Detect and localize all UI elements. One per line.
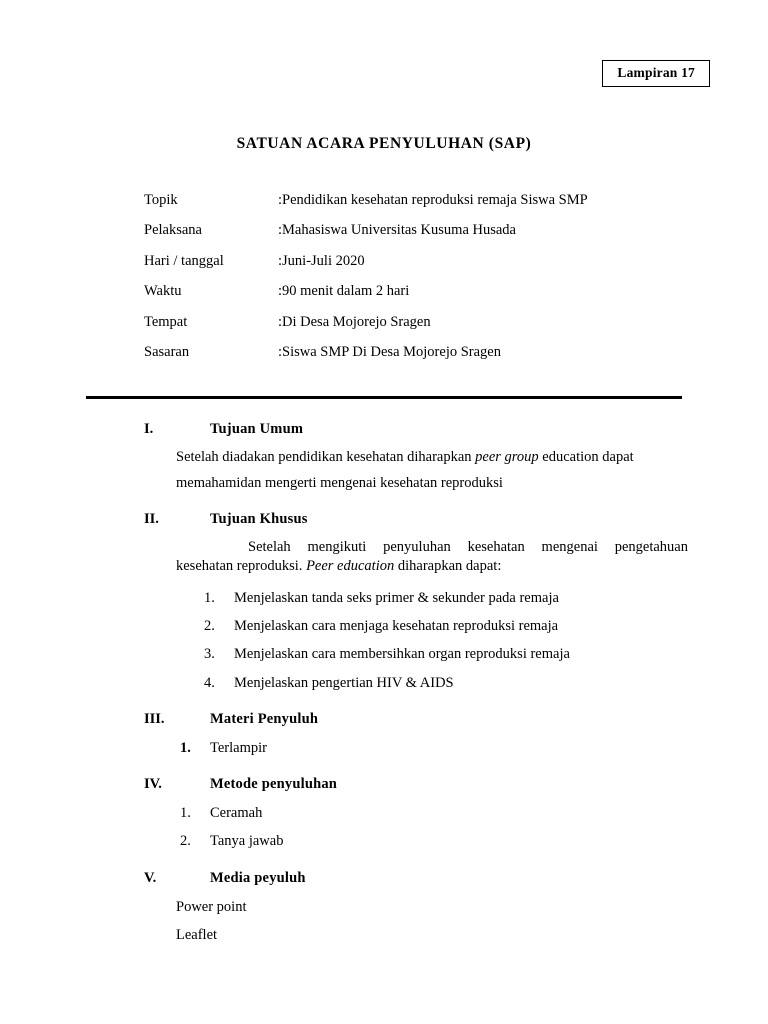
section-metode-penyuluhan (58, 776, 710, 856)
section-title: Tujuan Khusus (210, 511, 308, 528)
list-item (180, 827, 710, 855)
section-heading (144, 870, 710, 887)
section-materi-penyuluh (58, 711, 710, 762)
list-item-label: Menjelaskan cara menjaga kesehatan reproduksi remaja (234, 618, 559, 635)
meta-value: :Mahasiswa Universitas Kusuma Husada (278, 222, 516, 238)
section-number: I. (144, 420, 154, 437)
paragraph-text: Setelah mengikuti penyuluhan kesehatan mengenai pengetahuan (248, 539, 688, 556)
media-line: Leaflet (176, 926, 218, 943)
section-title: Tujuan Umum (210, 420, 304, 437)
section-number: IV. (144, 776, 162, 793)
list-item-number: 3. (204, 646, 215, 663)
section-media-peyuluh (58, 870, 710, 950)
horizontal-rule (86, 396, 682, 399)
meta-value: :Pendidikan kesehatan reproduksi remaja Siswa SMP (278, 191, 588, 208)
section-number: II. (144, 511, 159, 528)
list-item-label: Menjelaskan tanda seks primer & sekunder pada remaja (234, 589, 559, 606)
list-item-number: 1. (180, 739, 191, 756)
list-materi (58, 734, 710, 762)
meta-row (144, 193, 710, 208)
section-tujuan-khusus (58, 511, 710, 697)
list-item (204, 612, 710, 640)
list-metode (58, 799, 710, 856)
paragraph-text: Setelah diadakan pendidikan kesehatan diharapkan (176, 448, 476, 465)
meta-label: Pelaksana (144, 222, 202, 238)
list-item (180, 799, 710, 827)
list-item-number: 1. (204, 589, 215, 606)
meta-label: Sasaran (144, 344, 190, 360)
meta-row (144, 254, 710, 269)
list-item-label: Menjelaskan cara membersihkan organ reproduksi remaja (234, 646, 570, 663)
meta-row (144, 315, 710, 330)
paragraph-emphasis: peer group (475, 448, 539, 465)
list-item-number: 1. (180, 805, 191, 822)
list-item-label: Menjelaskan pengertian HIV & AIDS (234, 674, 454, 691)
lampiran-row (58, 60, 710, 87)
section-number: III. (144, 710, 165, 727)
meta-label: Tempat (144, 313, 188, 330)
section-title: Materi Penyuluh (210, 710, 319, 727)
section-heading (144, 776, 710, 793)
list-tujuan-khusus (58, 584, 710, 697)
list-item (204, 584, 710, 612)
meta-label: Hari / tanggal (144, 252, 224, 269)
list-item-number: 4. (204, 674, 215, 691)
meta-value: :Juni-Juli 2020 (278, 252, 365, 269)
meta-label: Topik (144, 191, 178, 208)
page-title: SATUAN ACARA PENYULUHAN (SAP) (236, 134, 532, 152)
paragraph (176, 444, 650, 471)
meta-label: Waktu (144, 283, 182, 299)
section-title: Metode penyuluhan (210, 776, 338, 793)
paragraph: memahamidan mengerti mengenai kesehatan reproduksi (176, 475, 503, 492)
list-item-label: Ceramah (210, 805, 263, 822)
paragraph-text-cont: education dapat (538, 448, 634, 465)
media-line: Power point (176, 898, 247, 915)
meta-value: :90 menit dalam 2 hari (278, 283, 410, 299)
meta-value: :Di Desa Mojorejo Sragen (278, 313, 431, 330)
list-item-number: 2. (180, 833, 191, 850)
list-item (204, 669, 710, 697)
meta-value: :Siswa SMP Di Desa Mojorejo Sragen (278, 344, 501, 360)
paragraph-text-cont: diharapkan dapat: (394, 557, 502, 574)
paragraph-emphasis: Peer education (306, 557, 395, 574)
section-tujuan-umum (58, 421, 710, 498)
list-item-label: Tanya jawab (210, 833, 284, 850)
section-heading (144, 421, 710, 438)
paragraph-text: kesehatan reproduksi. (176, 557, 307, 574)
list-item (204, 640, 710, 668)
section-heading (144, 511, 710, 528)
document-body (58, 421, 710, 950)
list-item-number: 2. (204, 618, 215, 635)
section-title: Media peyuluh (210, 869, 306, 886)
meta-row (144, 223, 710, 238)
meta-row (144, 284, 710, 299)
meta-table (144, 193, 710, 360)
section-heading (144, 711, 710, 728)
lampiran-badge: Lampiran 17 (602, 60, 710, 87)
list-item-label: Terlampir (210, 739, 267, 756)
meta-row (144, 345, 710, 360)
section-number: V. (144, 869, 157, 886)
list-item (180, 734, 710, 762)
